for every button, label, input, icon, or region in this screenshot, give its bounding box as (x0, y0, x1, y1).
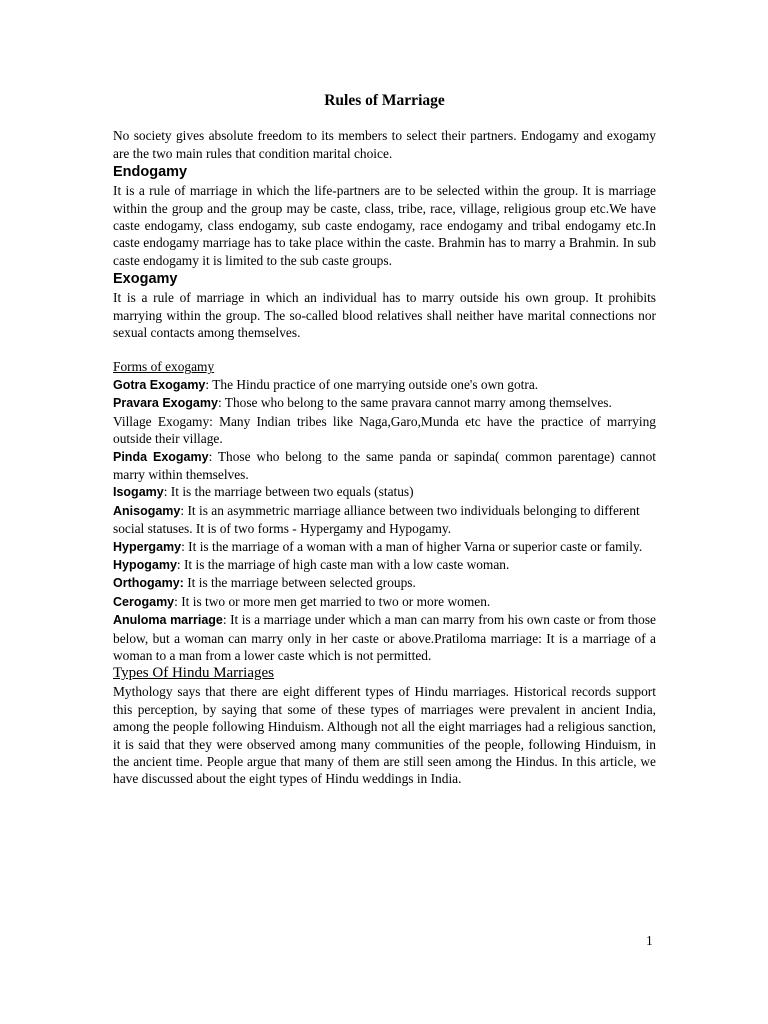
spacer (113, 341, 656, 358)
pinda-exogamy-term: Pinda Exogamy (113, 449, 209, 464)
anuloma-marriage-item (113, 611, 656, 664)
anuloma-marriage-text: : It is a marriage under which a man can marry from his own caste or from those below, but a woman can marry only in her caste or above.Pratiloma marriage: It is a marriage of a woman to a man from a lower caste which is not permitted. (113, 612, 656, 663)
hypergamy-term: Hypergamy (113, 539, 182, 554)
hypergamy-text: : It is the marriage of a woman with a man of higher Varna or superior caste or family. (181, 538, 643, 554)
cerogamy-item (113, 593, 656, 611)
hypogamy-term: Hypogamy (113, 557, 177, 572)
document-page (113, 92, 656, 788)
intro-paragraph: No society gives absolute freedom to its members to select their partners. Endogamy and exogamy are the two main rules that condition marital choice. (113, 128, 656, 161)
gotra-exogamy-item (113, 376, 656, 394)
anisogamy-continued: social statuses. It is of two forms - Hypergamy and Hypogamy. (113, 521, 452, 537)
document-title: Rules of Marriage (324, 92, 445, 109)
exogamy-heading: Exogamy (113, 271, 178, 288)
pravara-exogamy-term: Pravara Exogamy (113, 396, 218, 411)
anuloma-marriage-term: Anuloma marriage (113, 613, 223, 628)
cerogamy-term: Cerogamy (113, 594, 175, 609)
forms-of-exogamy-heading: Forms of exogamy (113, 359, 215, 375)
orthogamy-term: Orthogamy: (113, 576, 184, 591)
isogamy-item (113, 483, 656, 501)
anisogamy-item (113, 502, 656, 520)
pravara-exogamy-text: : Those who belong to the same pravara cannot marry among themselves. (217, 395, 612, 411)
pravara-exogamy-item (113, 394, 656, 412)
orthogamy-item (113, 574, 656, 592)
pinda-exogamy-item (113, 448, 656, 484)
types-of-hindu-marriages-heading: Types Of Hindu Marriages (113, 665, 274, 682)
gotra-exogamy-text: : The Hindu practice of one marrying outside one's own gotra. (205, 376, 539, 392)
hindu-marriages-paragraph: Mythology says that there are eight different types of Hindu marriages. Historical records support this perception, by saying that some of these types of marriages were prevalent in ancient India, among the people following Hinduism. Although not all the eight marriages had a religious sanction, it is said that they were observed among many communities of the people, following Hinduism, in the ancient time. People argue that many of them are still seen among the Hindus. In this article, we have discussed about the eight types of Hindu weddings in India. (113, 684, 656, 787)
endogamy-heading: Endogamy (113, 164, 188, 181)
isogamy-text: : It is the marriage between two equals (status) (163, 484, 414, 500)
hypogamy-text: : It is the marriage of high caste man with a low caste woman. (176, 556, 510, 572)
endogamy-paragraph: It is a rule of marriage in which the life-partners are to be selected within the group. It is marriage within the group and the group may be caste, class, tribe, race, village, religious group etc.We have caste endogamy, class endogamy, sub caste endogamy, race endogamy and tribal endogamy etc.In caste endogamy marriage has to take place within the caste. Brahmin has to marry a Brahmin. In sub caste endogamy it is limited to the sub caste groups. (113, 183, 656, 268)
gotra-exogamy-term: Gotra Exogamy (113, 377, 206, 392)
pinda-exogamy-text: : Those who belong to the same panda or sapinda( common parentage) cannot marry within themselves. (113, 448, 656, 482)
isogamy-term: Isogamy (113, 485, 164, 500)
orthogamy-text: It is the marriage between selected groups. (183, 575, 416, 591)
hypergamy-item (113, 538, 656, 556)
anisogamy-term: Anisogamy (113, 503, 181, 518)
page-number: 1 (646, 933, 653, 948)
village-exogamy-item: Village Exogamy: Many Indian tribes like Naga,Garo,Munda etc have the practice of marrying outside their village. (113, 413, 656, 447)
exogamy-paragraph: It is a rule of marriage in which an individual has to marry outside his own group. It prohibits marrying within the group. The so-called blood relatives shall neither have marital connections nor sexual contacts among themselves. (113, 290, 656, 341)
cerogamy-text: : It is two or more men get married to two or more women. (174, 593, 491, 609)
anisogamy-text: : It is an asymmetric marriage alliance between two individuals belonging to different (180, 502, 640, 518)
hypogamy-item (113, 556, 656, 574)
